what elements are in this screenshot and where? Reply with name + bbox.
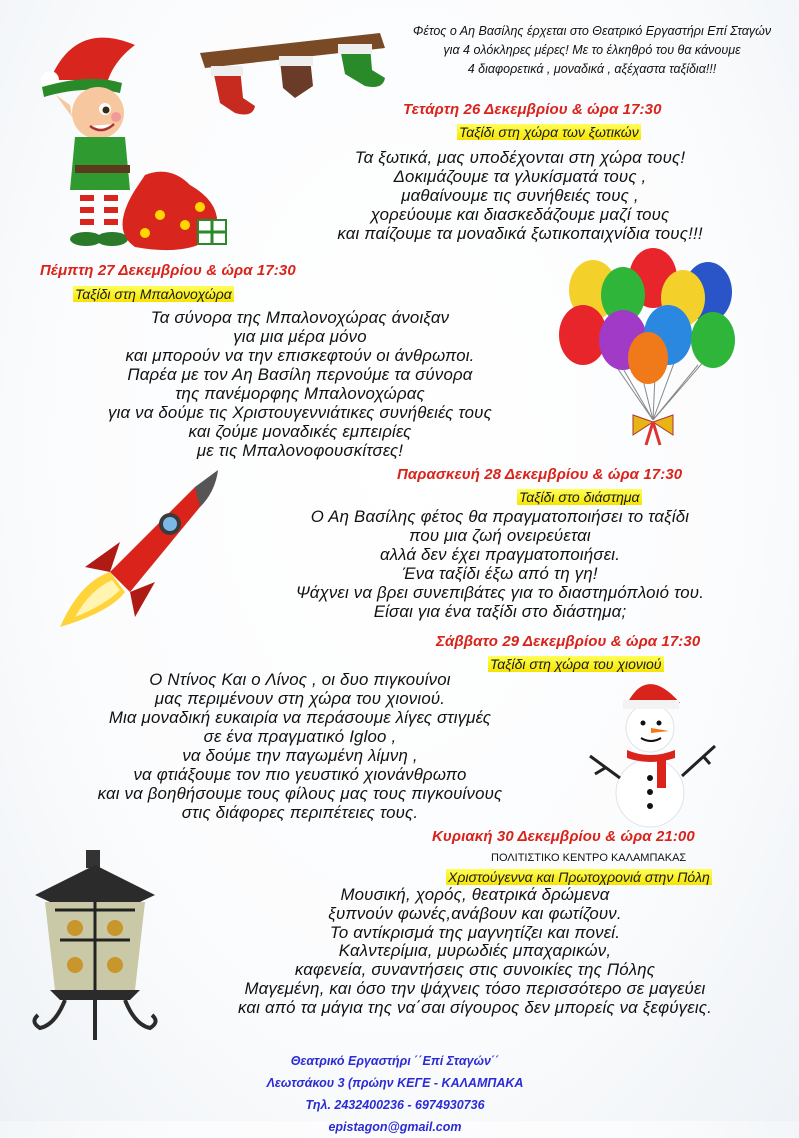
description-line: και από τα μάγια της να΄σαι σίγουρος δεν μπορείς να ξεφύγεις.: [238, 997, 712, 1017]
description-line: να φτιάξουμε τον πιο γευστικό χιονάνθρωπο: [133, 765, 467, 784]
description-line: χορεύουμε και διασκεδάζουμε μαζί τους: [370, 205, 670, 224]
event-date: Πέμπτη 27 Δεκεμβρίου & ώρα 17:30: [40, 262, 296, 279]
event-title: Ταξίδι στη χώρα του χιονιού: [490, 656, 662, 672]
rocket-illustration: [50, 462, 230, 632]
stockings-illustration: [195, 28, 395, 118]
event-date: Τετάρτη 26 Δεκεμβρίου & ώρα 17:30: [403, 101, 662, 118]
description-line: Μαγεμένη, και όσο την ψάχνεις τόσο περισσότερο σε μαγεύει: [244, 978, 706, 998]
description-line: που μια ζωή ονειρεύεται: [409, 526, 591, 545]
description-line: και μπορούν να την επισκεφτούν οι άνθρωποι.: [125, 346, 475, 365]
event-title: Ταξίδι στη χώρα των ξωτικών: [459, 124, 639, 140]
footer-organizer: Θεατρικό Εργαστήρι ΄΄Επί Σταγών΄΄: [290, 1054, 500, 1068]
description-line: να δούμε την παγωμένη λίμνη ,: [182, 746, 418, 765]
footer-email[interactable]: epistagon@gmail.com: [328, 1120, 462, 1134]
description-line: Μια μοναδική ευκαιρία να περάσουμε λίγες στιγμές: [108, 708, 492, 727]
event-description: [20, 308, 580, 460]
footer-address: Λεωτσάκου 3 (πρώην ΚΕΓΕ - ΚΑΛΑΜΠΑΚΑ: [266, 1076, 524, 1090]
intro-line: για 4 ολόκληρες μέρες! Με το έλκηθρό του θα κάνουμε: [443, 43, 741, 57]
description-line: Ο Αη Βασίλης φέτος θα πραγματοποιήσει το ταξίδι: [310, 507, 690, 526]
lantern-illustration: [20, 850, 170, 1050]
description-line: και παίζουμε τα μοναδικά ξωτικοπαιχνίδια τους!!!: [337, 224, 703, 243]
footer-contact: [195, 1050, 595, 1138]
description-line: Είσαι για ένα ταξίδι στο διάστημα;: [373, 602, 627, 621]
description-line: στις διάφορες περιπέτειες τους.: [181, 803, 419, 822]
event-date: Σάββατο 29 Δεκεμβρίου & ώρα 17:30: [436, 633, 701, 650]
event-date: Παρασκευή 28 Δεκεμβρίου & ώρα 17:30: [397, 466, 683, 483]
event-date: Κυριακή 30 Δεκεμβρίου & ώρα 21:00: [432, 828, 695, 845]
event-title: Ταξίδι στη Μπαλονοχώρα: [75, 286, 232, 302]
intro-line: 4 διαφορετικά , μοναδικά , αξέχαστα ταξίδια!!!: [467, 62, 717, 76]
intro-line: Φέτος ο Αη Βασίλης έρχεται στο Θεατρικό Εργαστήρι Επί Σταγών: [412, 24, 772, 38]
description-line: Παρέα με τον Αη Βασίλη περνούμε τα σύνορα: [127, 365, 473, 384]
description-line: Δοκιμάζουμε τα γλυκίσματά τους ,: [393, 167, 647, 186]
description-line: Τα σύνορα της Μπαλονοχώρας άνοιξαν: [150, 308, 450, 327]
description-line: και ζούμε μοναδικές εμπειρίες: [188, 422, 412, 441]
description-line: αλλά δεν έχει πραγματοποιήσει.: [379, 545, 621, 564]
event-description: [240, 148, 799, 243]
description-line: σε ένα πραγματικό Igloo ,: [203, 727, 397, 746]
balloons-illustration: [558, 250, 748, 445]
event-title: Ταξίδι στο διάστημα: [519, 489, 640, 505]
event-description: [155, 886, 795, 1018]
event-description: [200, 507, 799, 621]
description-line: Τα ξωτικά, μας υποδέχονται στη χώρα τους!: [354, 148, 686, 167]
footer-phone: Τηλ. 2432400236 - 6974930736: [305, 1098, 485, 1112]
description-line: για μια μέρα μόνο: [233, 327, 367, 346]
event-description: [0, 670, 600, 822]
description-line: Το αντίκρισμά της μαγνητίζει και πονεί.: [329, 922, 621, 942]
description-line: ξυπνούν φωνές,ανάβουν και φωτίζουν.: [328, 903, 622, 923]
description-line: Καλντερίμια, μυρωδιές μπαχαρικών,: [338, 941, 612, 961]
description-line: για να δούμε τις Χριστουγεννιάτικες συνήθειές τους: [108, 403, 492, 422]
description-line: με τις Μπαλονοφουσκίτσες!: [196, 441, 404, 460]
event-venue: ΠΟΛΙΤΙΣΤΙΚΟ ΚΕΝΤΡΟ ΚΑΛΑΜΠΑΚΑΣ: [491, 852, 687, 864]
description-line: Ψάχνει να βρει συνεπιβάτες για το διαστημόπλοιό του.: [295, 583, 705, 602]
description-line: της πανέμορφης Μπαλονοχώρας: [175, 384, 425, 403]
event-title: Χριστούγεννα και Πρωτοχρονιά στην Πόλη: [448, 869, 710, 885]
description-line: καφενεία, συναντήσεις στις συνοικίες της Πόλης: [294, 960, 656, 980]
description-line: μας περιμένουν στη χώρα του χιονιού.: [154, 689, 446, 708]
description-line: Ο Ντίνος Και ο Λίνος , οι δυο πιγκουίνοι: [149, 670, 451, 689]
description-line: και να βοηθήσουμε τους φίλους μας τους πιγκουίνους: [97, 784, 503, 803]
description-line: Ένα ταξίδι έξω από τη γη!: [402, 564, 598, 583]
description-line: Μουσική, χορός, θεατρικά δρώμενα: [340, 885, 610, 904]
description-line: μαθαίνουμε τις συνήθειές τους ,: [401, 186, 639, 205]
intro-text: [392, 22, 792, 79]
snowman-illustration: [585, 668, 745, 828]
